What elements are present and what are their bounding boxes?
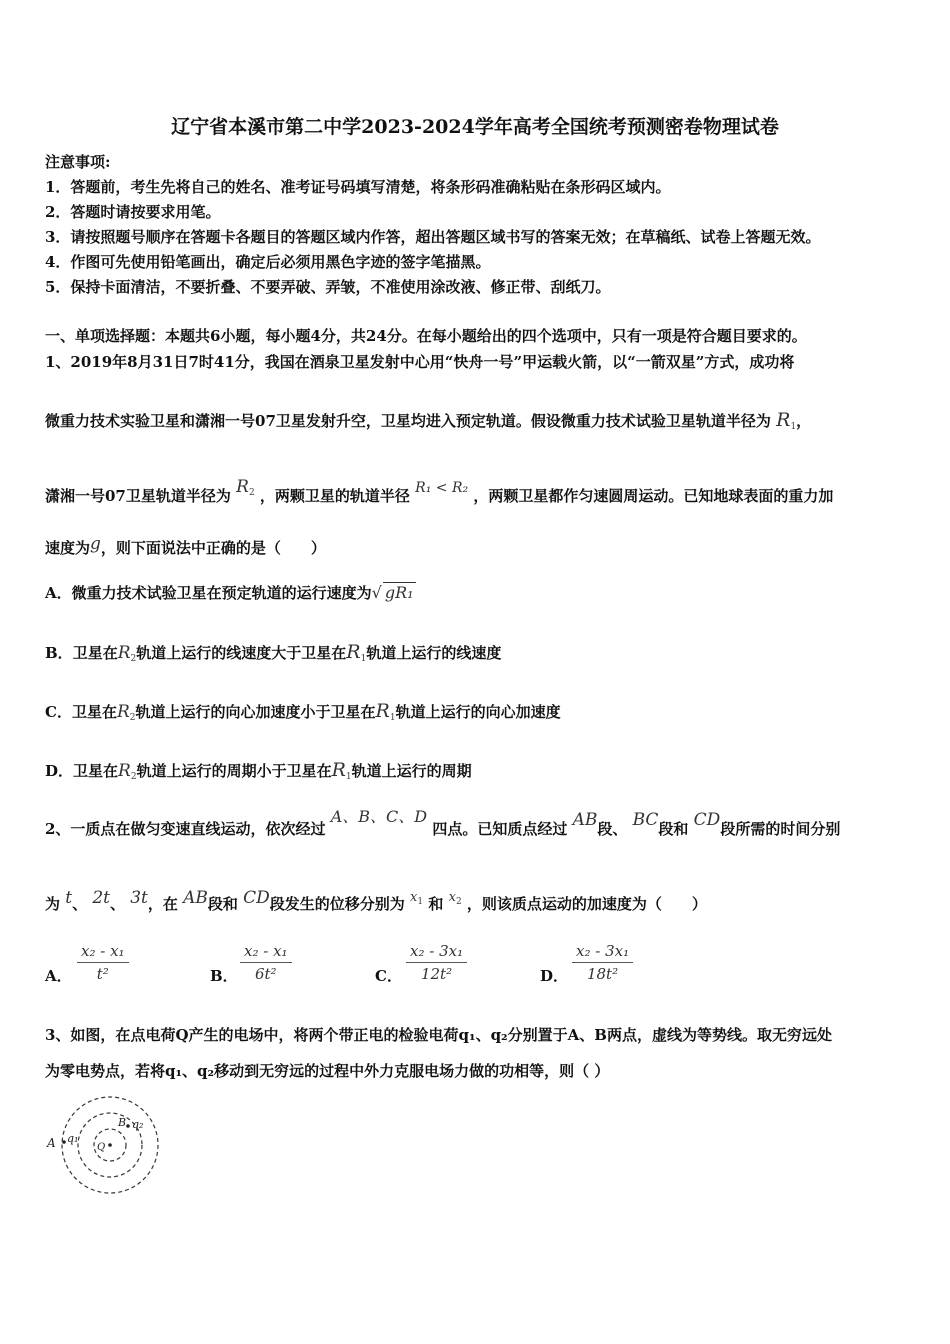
- q2-option-a-label[interactable]: A．: [45, 967, 72, 985]
- equipotential-figure: [40, 1090, 170, 1200]
- point-b-dot: [126, 1124, 130, 1128]
- q2-option-c-fraction[interactable]: $\frac{\text{x₂ - 3x₁}}{\text{12t²}}$: [406, 941, 467, 985]
- q2-option-c-label[interactable]: C．: [375, 967, 402, 985]
- q2-line-2: 为 t、 2t、 3t，在 AB段和 CD段发生的位移分别为 $x_1$ 和 $x_2$ ，则该质点运动的加速度为（ ）: [45, 888, 707, 913]
- section-heading: 一、单项选择题：本题共6小题，每小题4分，共24分。在每小题给出的四个选项中，只有一项是符合题目要求的。: [45, 327, 807, 345]
- q1-line-4: 速度为g，则下面说法中正确的是（ ）: [45, 534, 326, 557]
- q2-option-b-fraction[interactable]: $\frac{\text{x₂ - x₁}}{\text{6t²}}$: [240, 941, 292, 985]
- q1-option-c[interactable]: C．卫星在$R_2$轨道上运行的向心加速度小于卫星在$R_1$轨道上运行的向心加速度: [45, 700, 561, 723]
- q1-line-2: 微重力技术实验卫星和潇湘一号07卫星发射升空，卫星均进入预定轨道。假设微重力技术试验卫星轨道半径为 $R_1$，: [45, 409, 812, 432]
- q2-option-a-fraction[interactable]: $\frac{\text{x₂ - x₁}}{\text{t²}}$: [77, 941, 129, 985]
- q2-option-d-label[interactable]: D．: [540, 967, 569, 985]
- q1-option-a[interactable]: A．微重力技术试验卫星在预定轨道的运行速度为√ gR₁: [45, 583, 414, 602]
- q3-line-2: 为零电势点，若将q₁、q₂移动到无穷远的过程中外力克服电场力做的功相等，则（ ）: [45, 1062, 610, 1080]
- q1-option-b[interactable]: B．卫星在$R_2$轨道上运行的线速度大于卫星在$R_1$轨道上运行的线速度: [45, 641, 502, 664]
- note-item-3: 3．请按照题号顺序在答题卡各题目的答题区域内作答，超出答题区域书写的答案无效；在草稿纸、试卷上答题无效。: [45, 228, 821, 246]
- q2-line-1: 2、一质点在做匀变速直线运动，依次经过 A、B、C、D 四点。已知质点经过 AB段、 BC段和 CD段所需的时间分别: [45, 807, 841, 838]
- note-item-5: 5．保持卡面清洁，不要折叠、不要弄破、弄皱，不准使用涂改液、修正带、刮纸刀。: [45, 278, 611, 296]
- note-item-1: 1．答题前，考生先将自己的姓名、准考证号码填写清楚，将条形码准确粘贴在条形码区域内。: [45, 178, 671, 196]
- label-a: A: [47, 1136, 56, 1150]
- q1-line-1: 1、2019年8月31日7时41分，我国在酒泉卫星发射中心用“快舟一号”甲运载火箭，以“一箭双星”方式，成功将: [45, 353, 795, 371]
- q3-line-1: 3、如图，在点电荷Q产生的电场中，将两个带正电的检验电荷q₁、q₂分别置于A、B两点，虚线为等势线。取无穷远处: [45, 1026, 832, 1044]
- charge-q-dot: [108, 1143, 112, 1147]
- point-a-dot: [62, 1140, 66, 1144]
- q2-option-d-fraction[interactable]: $\frac{\text{x₂ - 3x₁}}{\text{18t²}}$: [572, 941, 633, 985]
- page-title: 辽宁省本溪市第二中学2023-2024学年高考全国统考预测密卷物理试卷: [171, 116, 779, 138]
- notes-heading: 注意事项:: [45, 153, 111, 171]
- q2-option-b-label[interactable]: B．: [210, 967, 238, 985]
- note-item-4: 4．作图可先使用铅笔画出，确定后必须用黑色字迹的签字笔描黑。: [45, 253, 491, 271]
- label-q2: q₂: [132, 1118, 144, 1131]
- label-q1: q₁: [67, 1132, 79, 1145]
- note-item-2: 2．答题时请按要求用笔。: [45, 203, 221, 221]
- label-q: Q: [97, 1142, 106, 1153]
- q1-option-d[interactable]: D．卫星在$R_2$轨道上运行的周期小于卫星在$R_1$轨道上运行的周期: [45, 759, 472, 782]
- label-b: B: [118, 1116, 127, 1129]
- q1-line-3: 潇湘一号07卫星轨道半径为 $R_2$ ，两颗卫星的轨道半径 R₁ < R₂ ，两颗卫星都作匀速圆周运动。已知地球表面的重力加: [45, 477, 834, 505]
